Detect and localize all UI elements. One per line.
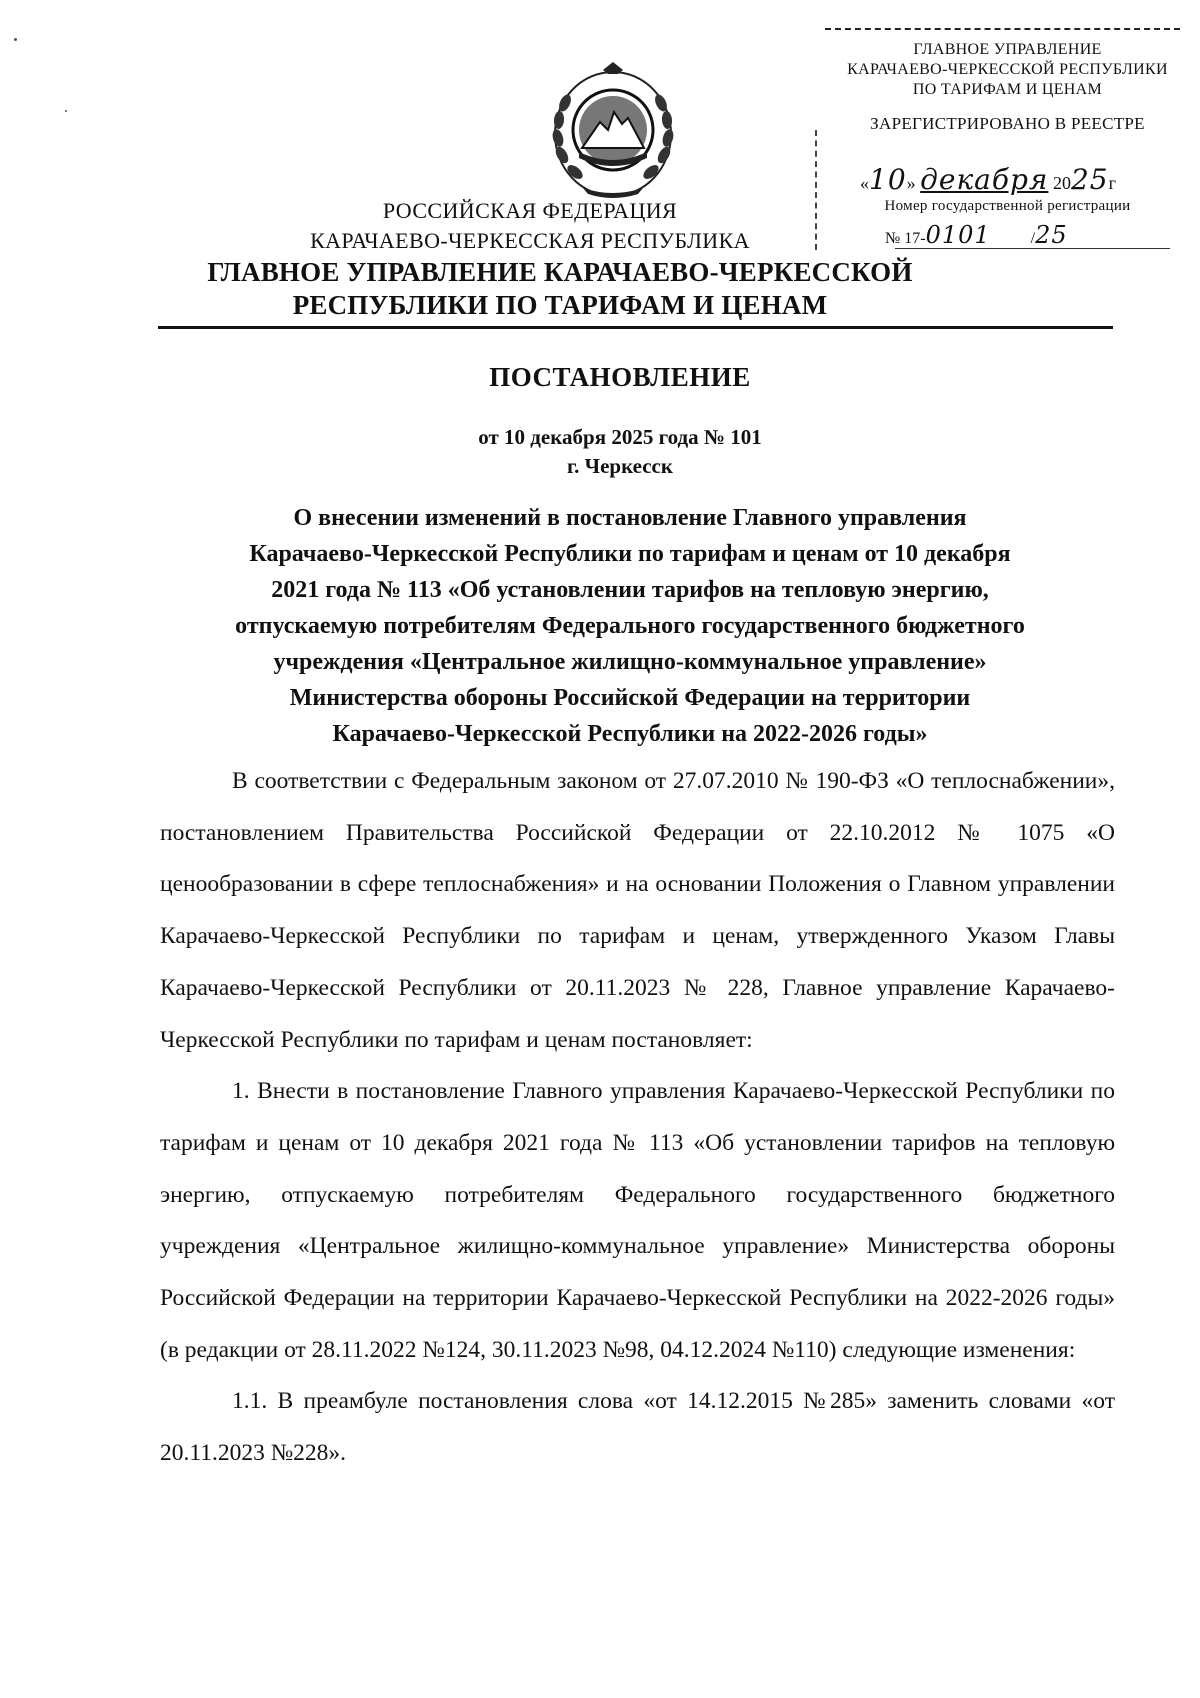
- subject-line: учреждения «Центральное жилищно-коммунальное управление»: [273, 649, 987, 675]
- document-title: ПОСТАНОВЛЕНИЕ: [489, 362, 751, 392]
- body-paragraph-item-1: 1. Внести в постановление Главного управления Карачаево-Черкесской Республики по тарифам и ценам от 10 декабря 2021 года № 113 «Об установлении тарифов на тепловую энергию, отпускаемую потребителям Федерального государственного бюджетного учреждения «Центральное жилищно-коммунальное управление» Министерства обороны Российской Федерации на территории Карачаево-Черкесской Республики на 2022-2026 годы» (в редакции от 28.11.2022 №124, 30.11.2023 №98, 04.12.2024 №110) следующие изменения:: [160, 1078, 1115, 1363]
- stamp-date-year-unit: г: [1108, 173, 1116, 193]
- header-country: РОССИЙСКАЯ ФЕДЕРАЦИЯ: [382, 198, 678, 223]
- header-republic: КАРАЧАЕВО-ЧЕРКЕССКАЯ РЕСПУБЛИКА: [310, 228, 750, 253]
- stamp-date-year-prefix: 20: [1052, 173, 1071, 193]
- stamp-line-2: КАРАЧАЕВО-ЧЕРКЕССКОЙ РЕСПУБЛИКИ: [847, 61, 1168, 78]
- subject-line: О внесении изменений в постановление Главного управления: [293, 505, 967, 531]
- subject-line: Карачаево-Черкесской Республики по тарифам и ценам от 10 декабря: [249, 541, 1011, 567]
- subject-line: Министерства обороны Российской Федерации на территории: [289, 685, 971, 711]
- stamp-date-year-suffix: 25: [1070, 163, 1109, 196]
- coat-of-arms-emblem: [548, 60, 678, 200]
- header-org-line-2: РЕСПУБЛИКИ ПО ТАРИФАМ И ЦЕНАМ: [292, 290, 828, 320]
- subject-line: 2021 года № 113 «Об установлении тарифов на тепловую энергию,: [271, 577, 989, 603]
- stamp-date: [860, 163, 1116, 196]
- scan-speck: [14, 38, 17, 41]
- document-date-number: от 10 декабря 2025 года № 101: [478, 425, 762, 449]
- document-city: г. Черкесск: [567, 454, 673, 478]
- document-body: [160, 756, 1115, 1480]
- stamp-reg-prefix: № 17-: [885, 230, 926, 247]
- document-subject: [150, 500, 1110, 752]
- stamp-registered: ЗАРЕГИСТРИРОВАНО В РЕЕСТРЕ: [870, 114, 1145, 133]
- stamp-reg-label: Номер государственной регистрации: [884, 198, 1131, 214]
- body-paragraph-preamble: В соответствии с Федеральным законом от 27.07.2010 № 190-ФЗ «О теплоснабжении», постановлением Правительства Российской Федерации от 22.10.2012 № 1075 «О ценообразовании в сфере теплоснабжения» и на основании Положения о Главном управлении Карачаево-Черкесской Республики по тарифам и ценам, утвержденного Указом Главы Карачаево-Черкесской Республики от 20.11.2023 № 228, Главное управление Карачаево-Черкесской Республики по тарифам и ценам постановляет:: [160, 768, 1115, 1053]
- stamp-top-border: [825, 28, 1180, 30]
- stamp-date-open-quote: «: [860, 173, 869, 193]
- stamp-reg-year: 25: [1035, 221, 1068, 249]
- header-org-line-1: ГЛАВНОЕ УПРАВЛЕНИЕ КАРАЧАЕВО-ЧЕРКЕССКОЙ: [207, 257, 913, 287]
- stamp-date-close-quote: »: [906, 173, 916, 193]
- body-paragraph-item-1-1: 1.1. В преамбуле постановления слова «от 14.12.2015 №285» заменить словами «от 20.11.2023 №228».: [160, 1388, 1115, 1467]
- scan-speck: [65, 110, 67, 112]
- stamp-date-day: 10: [869, 163, 907, 196]
- stamp-line-1: ГЛАВНОЕ УПРАВЛЕНИЕ: [913, 41, 1102, 58]
- subject-line: отпускаемую потребителям Федерального государственного бюджетного: [235, 613, 1025, 639]
- stamp-reg-sep: /: [1030, 230, 1036, 247]
- stamp-line-3: ПО ТАРИФАМ И ЦЕНАМ: [912, 81, 1103, 98]
- subject-line: Карачаево-Черкесской Республики на 2022-2026 годы»: [332, 721, 928, 747]
- header-rule: [158, 326, 1113, 329]
- stamp-reg-main: 0101: [925, 221, 991, 249]
- header-organization: [120, 256, 1000, 322]
- stamp-date-month: декабря: [920, 163, 1049, 196]
